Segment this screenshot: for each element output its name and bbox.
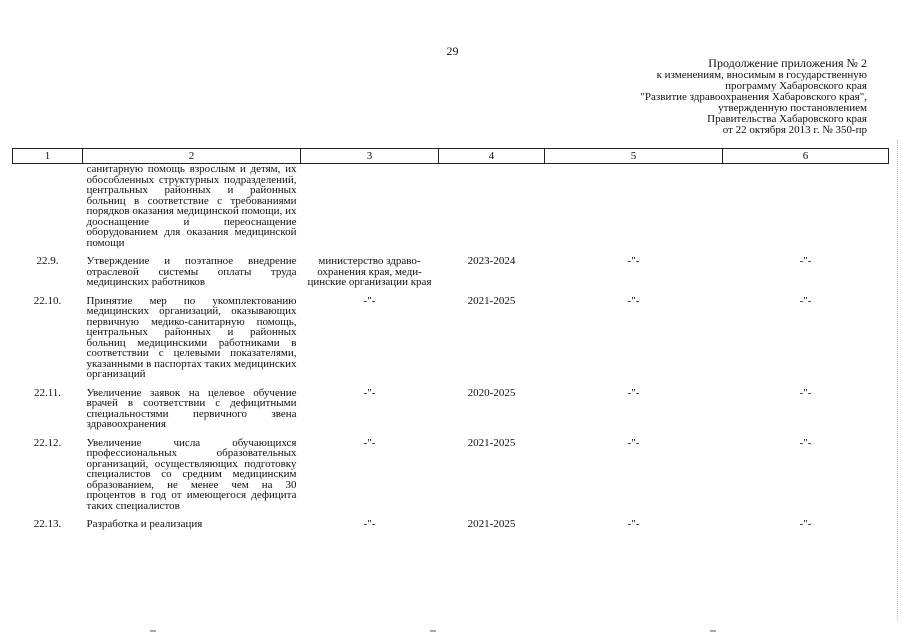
column-header-6: 6	[723, 149, 889, 164]
appendix-line: Правительства Хабаровского края	[707, 113, 867, 125]
row-col6	[723, 164, 889, 257]
row-description: Разработка и реализация	[86, 518, 203, 530]
column-header-5: 5	[545, 149, 723, 164]
table-header	[13, 149, 889, 164]
row-col6: -"-	[799, 386, 812, 399]
row-responsible: министерство здраво-охранения края, меди-цинские организации края	[307, 255, 432, 288]
row-col5: -"-	[627, 518, 640, 530]
table-row	[13, 256, 889, 296]
row-description: Принятие мер по укомплектованию медицинских организаций, оказывающих первичную медико-санитарную помощь, центральных районных и районных больниц медицинскими работниками в соответствии с целевыми показателями, указанными в паспортах таких медицинских организаций	[86, 294, 297, 380]
row-period: 2021-2025	[467, 436, 516, 449]
column-header-1: 1	[13, 149, 83, 164]
row-period	[439, 164, 545, 257]
row-number: 22.13.	[33, 518, 62, 530]
row-period: 2021-2025	[467, 518, 516, 530]
appendix-line: к изменениям, вносимым в государственную	[656, 69, 867, 81]
row-responsible: -"-	[363, 386, 376, 399]
row-description: Утверждение и поэтапное внедрение отраслевой системы оплаты труда медицинских работников	[86, 255, 297, 288]
column-header-4: 4	[439, 149, 545, 164]
row-number: 22.10.	[33, 294, 62, 307]
row-number: 22.11.	[33, 386, 62, 399]
row-col5: -"-	[627, 255, 640, 267]
row-description: Увеличение заявок на целевое обучение врачей в соответствии с дефицитными специальностями первичного звена здравоохранения	[86, 386, 297, 430]
appendix-line: утвержденную постановлением	[718, 102, 867, 114]
row-responsible	[301, 164, 439, 257]
table-row	[13, 388, 889, 438]
appendix-line: программу Хабаровского края	[725, 80, 867, 92]
appendix-line: "Развитие здравоохранения Хабаровского края",	[640, 91, 867, 103]
row-col5: -"-	[627, 386, 640, 399]
row-col5: -"-	[627, 294, 640, 307]
appendix-header	[537, 57, 867, 136]
table-body	[13, 164, 889, 538]
row-responsible: -"-	[363, 294, 376, 307]
scan-bottom-marks	[0, 630, 905, 638]
table-row	[13, 519, 889, 538]
page-number: 29	[446, 44, 459, 58]
row-period: 2020-2025	[467, 386, 516, 399]
row-period: 2021-2025	[467, 294, 516, 307]
row-responsible: -"-	[363, 436, 376, 449]
row-col5	[545, 164, 723, 257]
appendix-title: Продолжение приложения № 2	[708, 56, 867, 70]
table-row	[13, 438, 889, 520]
row-col5: -"-	[627, 436, 640, 449]
column-header-3: 3	[301, 149, 439, 164]
table-row	[13, 296, 889, 388]
appendix-line: от 22 октября 2013 г. № 350-пр	[722, 124, 867, 136]
column-header-2: 2	[83, 149, 301, 164]
measures-table	[12, 148, 889, 538]
row-description: санитарную помощь взрослым и детям, их обособленных структурных подразделений, центральных районных и районных больниц в соответствие с требованиями порядков оказания медицинской помощи, их дооснащение и переоснащение оборудованием для оказания медицинской помощи	[86, 163, 297, 249]
row-col6: -"-	[799, 294, 812, 307]
row-number: 22.12.	[33, 436, 62, 449]
row-col6: -"-	[799, 518, 812, 530]
row-col6: -"-	[799, 436, 812, 449]
row-number	[13, 164, 83, 257]
row-col6: -"-	[799, 255, 812, 267]
row-period: 2023-2024	[467, 255, 516, 267]
row-responsible: -"-	[363, 518, 376, 530]
table-row	[13, 164, 889, 257]
row-number: 22.9.	[36, 255, 59, 267]
row-description: Увеличение числа обучающихся профессиональных образовательных организаций, осуществляющих подготовку специалистов со средним медицинским образованием, не менее чем на 30 процентов в год от имеющегося дефицита таких специалистов	[86, 436, 297, 512]
scan-edge-dots	[896, 140, 898, 620]
